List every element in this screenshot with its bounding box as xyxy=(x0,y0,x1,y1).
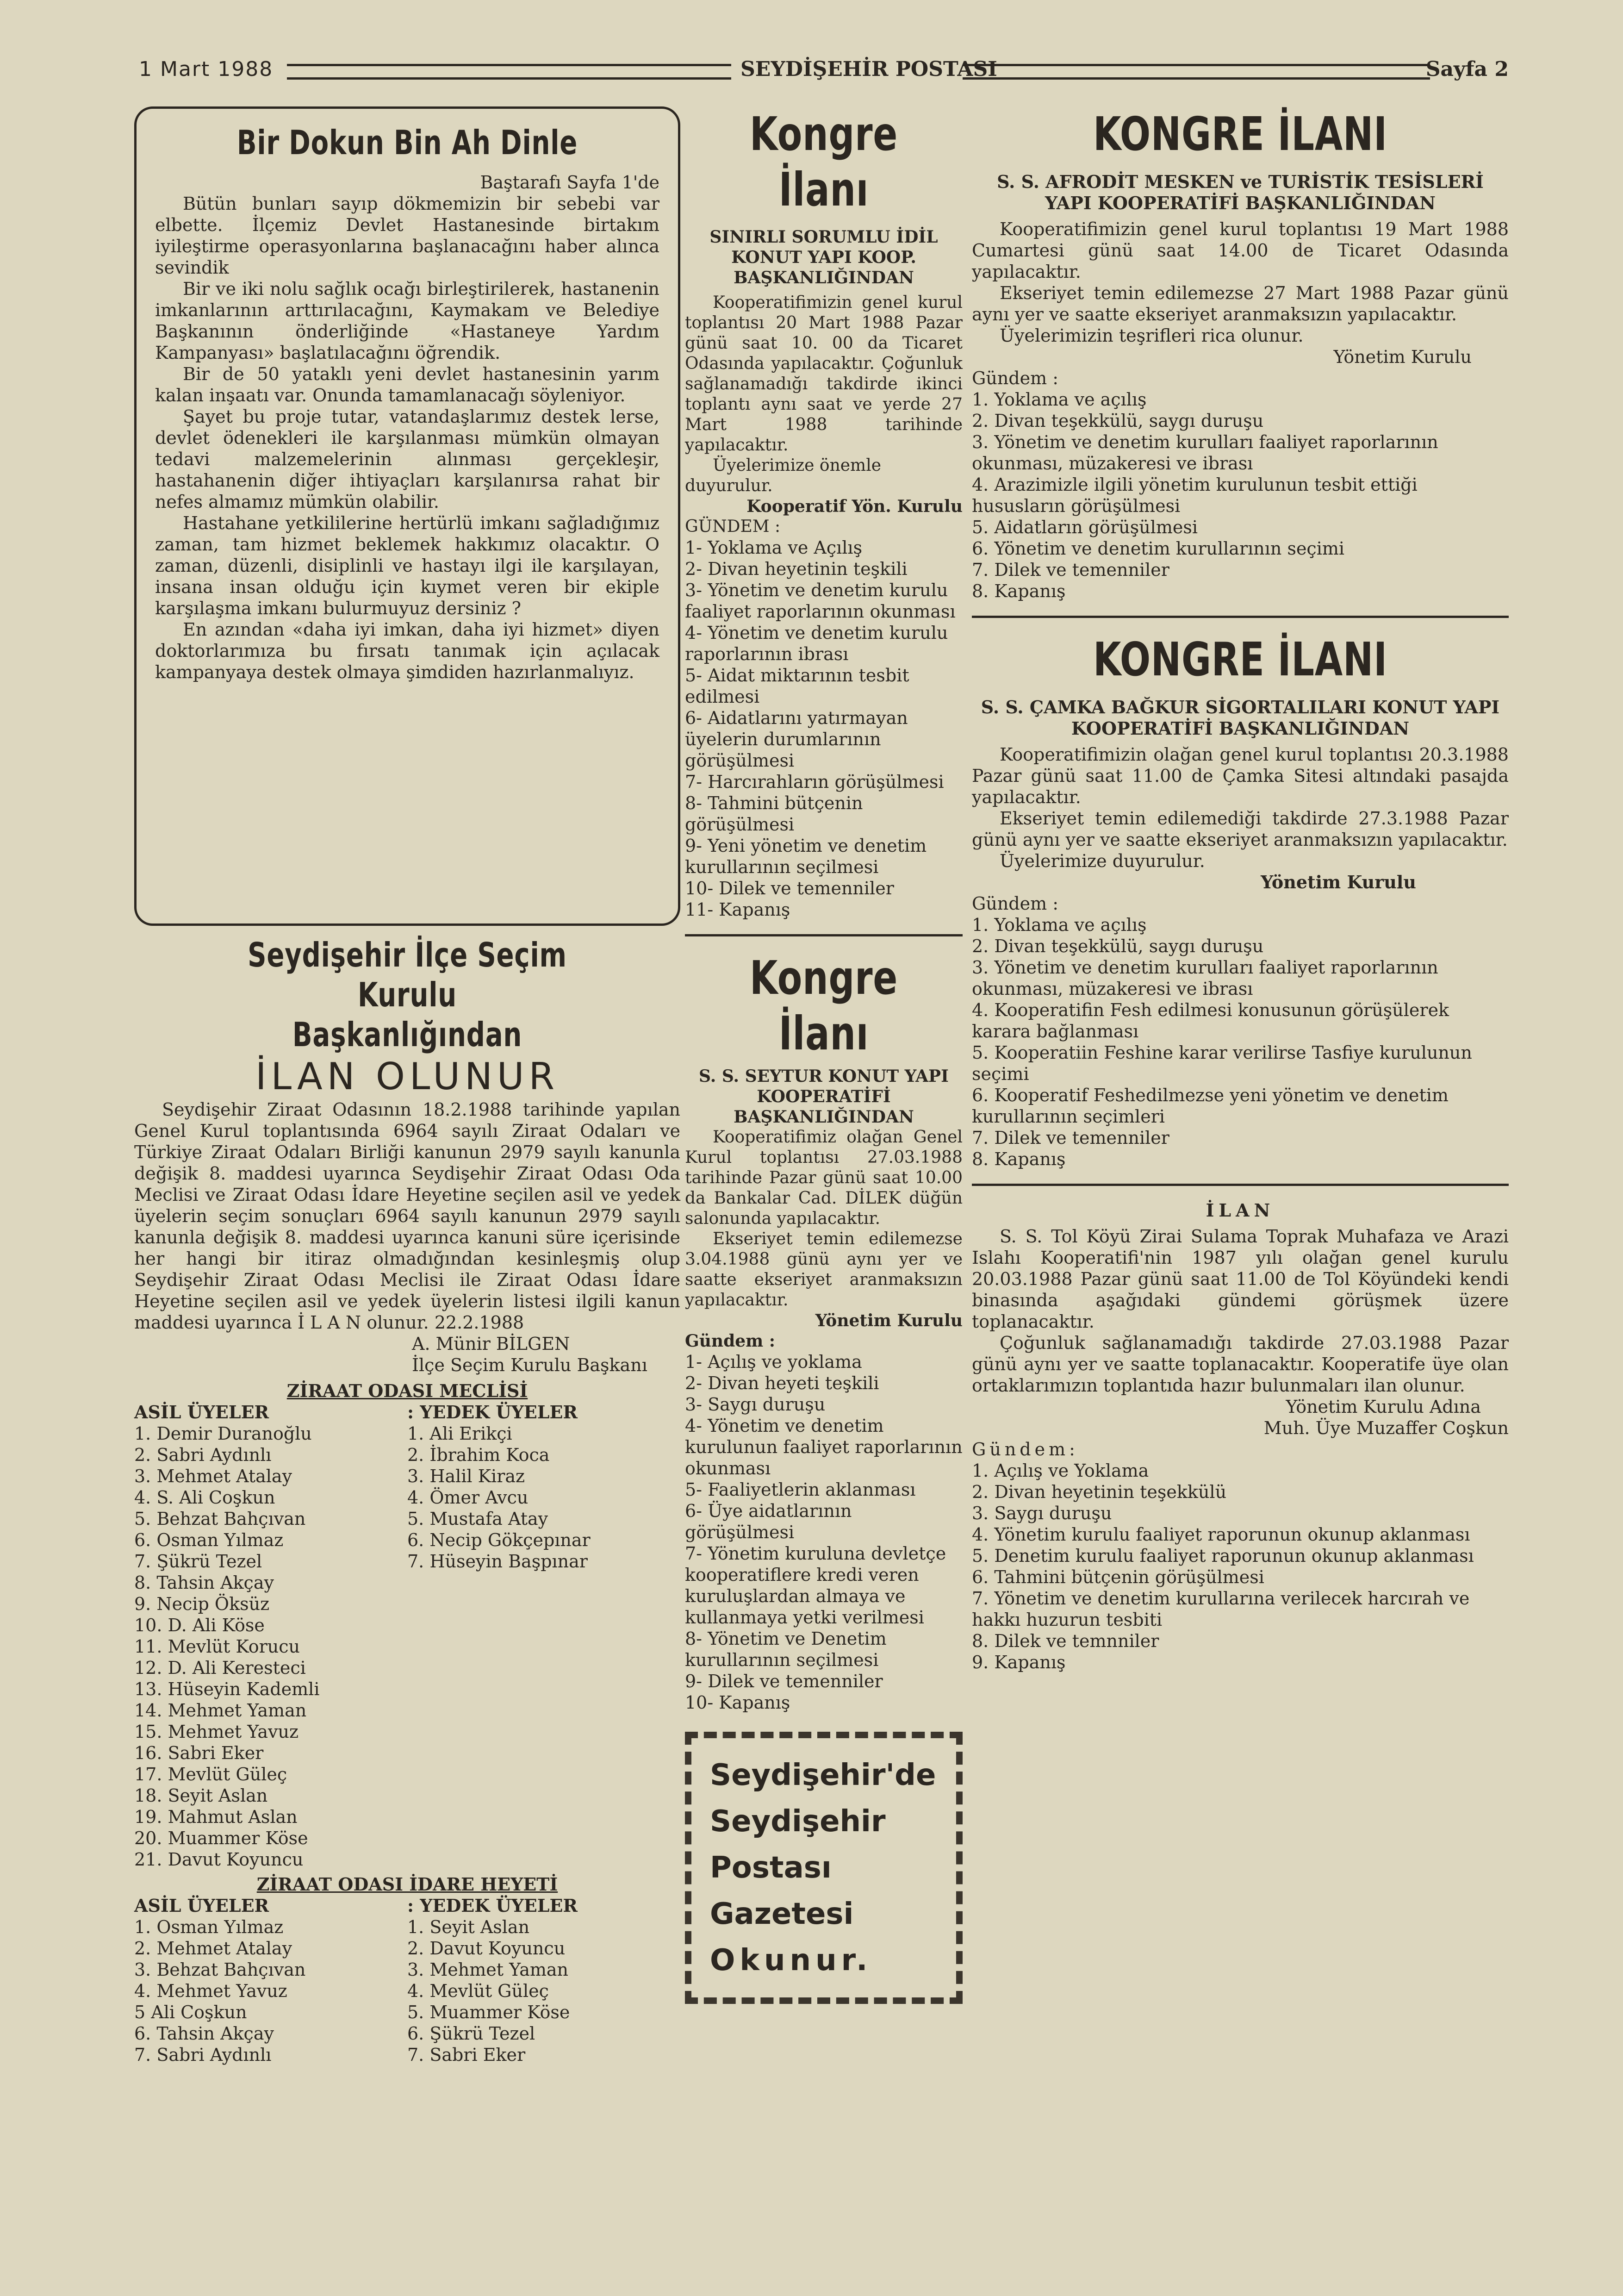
list-item: 4. S. Ali Coşkun xyxy=(134,1487,275,1508)
list-item: 4. Mehmet Yavuz xyxy=(134,1981,287,2001)
list-item: 6. Osman Yılmaz xyxy=(134,1530,284,1550)
editorial-paragraph: En azından «daha iyi imkan, daha iyi hizmet» diyen doktorlarımıza bu fırsatı tanımak için açılacak kampanyaya destek olmaya şimdiden hazırlanmalıyız. xyxy=(155,619,659,682)
notice-note: Üyelerimize önemle duyurulur. xyxy=(685,456,882,495)
list-item: 2. İbrahim Koca xyxy=(407,1445,550,1465)
list-item: 11. Mevlüt Korucu xyxy=(134,1636,300,1657)
editorial-continued: Baştarafı Sayfa 1'de xyxy=(480,172,659,193)
newspaper-promo-box xyxy=(685,1732,963,2004)
list-item: 6. Yönetim ve denetim kurullarının seçimi xyxy=(972,538,1345,559)
list-item: 6- Üye aidatlarının görüşülmesi xyxy=(685,1501,852,1542)
notice-org: SINIRLI SORUMLU İDİL KONUT YAPI KOOP. BAŞKANLIĞINDAN xyxy=(709,227,938,287)
board-members-head xyxy=(134,1895,680,1916)
notice-body: Kooperatifimiz olağan Genel Kurul toplantısı 27.03.1988 tarihinde Pazar günü saat 10.00 da Bankalar Cad. DİLEK düğün salonunda yapılacaktır. xyxy=(685,1128,963,1228)
list-item: 1- Açılış ve yoklama xyxy=(685,1352,862,1372)
list-item: 15. Mehmet Yavuz xyxy=(134,1722,299,1742)
notice-signer: Yönetim Kurulu xyxy=(815,1311,963,1330)
list-item: 2. Sabri Aydınlı xyxy=(134,1445,272,1465)
list-item: 10- Dilek ve temenniler xyxy=(685,878,894,898)
list-item: 1. Ali Erikçi xyxy=(407,1423,512,1444)
left-column xyxy=(134,106,680,2065)
notice-signer: Yönetim Kurulu xyxy=(1333,347,1472,367)
editorial-paragraph: Bütün bunları sayıp dökmemizin bir sebebi var elbette. İlçemiz Devlet Hastanesinde birtakım iyileştirme operasyonlarına başlanacağını haber alınca sevindik xyxy=(155,193,659,278)
list-item: 2. Divan teşekkülü, saygı duruşu xyxy=(972,936,1264,956)
list-item: 6. Tahmini bütçenin görüşülmesi xyxy=(972,1567,1264,1587)
board-asil-list xyxy=(134,1916,407,2065)
list-item: 2. Divan heyetinin teşekkülü xyxy=(972,1482,1227,1502)
editorial-paragraph: Bir ve iki nolu sağlık ocağı birleştirilerek, hastanenin imkanlarının arttırılacağını, Kaymakam ve Belediye Başkanının önderliğinde «Hastaneye Yardım Kampanyası» başlatılacağını öğrendik. xyxy=(155,279,659,363)
list-item: 7. Dilek ve temenniler xyxy=(972,560,1169,580)
list-item: 4. Kooperatifin Fesh edilmesi konusunun görüşülerek karara bağlanması xyxy=(972,1000,1449,1042)
newspaper-name: SEYDİŞEHİR POSTASI xyxy=(740,57,997,81)
list-item: 5- Aidat miktarının tesbit edilmesi xyxy=(685,665,909,707)
list-item: 16. Sabri Eker xyxy=(134,1743,264,1763)
election-signer: A. Münir BİLGEN xyxy=(412,1334,570,1354)
notice-signer: Kooperatif Yön. Kurulu xyxy=(746,497,963,516)
notice-signer: Yönetim Kurulu Adına xyxy=(1286,1397,1481,1417)
editorial-paragraph: Hastahane yetkililerine hertürlü imkanı sağladığımız zaman, tam hizmet beklemek hakkımız olacaktır. O zaman, düzenli, disiplinli ve hastayı ilgi ile karşılayan, insana insan olduğu için kıymet veren bir ekiple karşılaşma imkanı bulurmuyuz dersiniz ? xyxy=(155,513,659,618)
list-item: 3- Yönetim ve denetim kurulu faaliyet raporlarının okunması xyxy=(685,580,956,622)
list-item: 5 Ali Coşkun xyxy=(134,2002,247,2022)
notice-title: İLAN xyxy=(1206,1200,1275,1221)
promo-line-last: Okunur. xyxy=(710,1943,872,1978)
list-item: 13. Hüseyin Kademli xyxy=(134,1679,320,1699)
list-item: 8- Tahmini bütçenin görüşülmesi xyxy=(685,793,863,835)
list-item: 4- Yönetim ve denetim kurulunun faaliyet raporlarının okunması xyxy=(685,1416,963,1479)
list-item: 18. Seyit Aslan xyxy=(134,1785,268,1806)
promo-line: Seydişehir'de xyxy=(710,1758,936,1792)
section-divider xyxy=(972,616,1509,618)
notice-org: S. S. ÇAMKA BAĞKUR SİGORTALILARI KONUT YAPI KOOPERATİFİ BAŞKANLIĞINDAN xyxy=(981,697,1500,739)
list-item: 3. Mehmet Yaman xyxy=(407,1959,569,1980)
council-yedek-list xyxy=(407,1423,680,1870)
notice-body-2: Çoğunluk sağlanamadığı takdirde 27.03.1988 Pazar günü aynı yer ve saatte toplanacaktır. Kooperatife üye olan ortaklarımızın toplantıda hazır bulunmaları ilan olunur. xyxy=(972,1333,1509,1396)
list-item: 20. Muammer Köse xyxy=(134,1828,308,1848)
section-divider xyxy=(685,934,963,936)
election-title-3: İLAN OLUNUR xyxy=(255,1055,560,1098)
list-item: 10- Kapanış xyxy=(685,1692,790,1713)
list-item: 9. Kapanış xyxy=(972,1652,1066,1672)
list-item: 7. Dilek ve temenniler xyxy=(972,1128,1169,1148)
council-members xyxy=(134,1423,680,1870)
agenda-list xyxy=(972,389,1509,602)
election-title-1: Seydişehir İlçe Seçim Kurulu xyxy=(248,936,567,1014)
notice-body-3: Üyelerimizin teşrifleri rica olunur. xyxy=(1000,325,1304,346)
list-item: 8- Yönetim ve Denetim kurullarının seçilmesi xyxy=(685,1628,887,1670)
agenda-list xyxy=(972,1460,1509,1673)
yedek-label: : YEDEK ÜYELER xyxy=(407,1895,578,1916)
notice-org: S. S. SEYTUR KONUT YAPI KOOPERATİFİ BAŞKANLIĞINDAN xyxy=(699,1067,949,1127)
list-item: 2. Mehmet Atalay xyxy=(134,1938,292,1959)
list-item: 9. Necip Öksüz xyxy=(134,1594,270,1614)
agenda-list xyxy=(685,1351,963,1713)
list-item: 7- Yönetim kuruluna devletçe kooperatiflere kredi veren kuruluşlardan almaya ve kullanmaya yetki verilmesi xyxy=(685,1543,946,1628)
list-item: 1- Yoklama ve Açılış xyxy=(685,537,863,558)
list-item: 2. Divan teşekkülü, saygı duruşu xyxy=(972,411,1264,431)
agenda-label: Gündem : xyxy=(972,368,1059,388)
editorial-paragraph: Bir de 50 yataklı yeni devlet hastanesinin yarım kalan inşaatı var. Onunda tamamlanacağı söyleniyor. xyxy=(155,364,659,406)
list-item: 10. D. Ali Köse xyxy=(134,1615,265,1635)
list-item: 5. Behzat Bahçıvan xyxy=(134,1509,306,1529)
list-item: 2- Divan heyetinin teşkili xyxy=(685,559,908,579)
header-rule-left xyxy=(287,64,731,80)
agenda-list xyxy=(685,537,963,920)
header-rule-right xyxy=(963,64,1430,80)
list-item: 5. Kooperatiin Feshine karar verilirse Tasfiye kurulunun seçimi xyxy=(972,1042,1472,1084)
election-body: Seydişehir Ziraat Odasının 18.2.1988 tarihinde yapılan Genel Kurul toplantısında 6964 sayılı Ziraat Odaları ve Türkiye Ziraat Odaları Birliği kanunun 2979 sayılı kanunla değişik 8. maddesi uyarınca Seydişehir Ziraat Odası Oda Meclisi ve Ziraat Odası İdare Heyetine seçilen asil ve yedek üyelerin seçim sonuçları 6964 sayılı kanunun 2979 sayılı kanunla değişik 8. maddesi uyarınca kanuni süre içerisinde her hangi bir itiraz olmadığından kesinleşmiş olup Seydişehir Ziraat Odası Meclisi ile Ziraat Odası İdare Heyetine seçilen asil ve yedek üyelerin listesi ilgili kanun maddesi uyarınca İ L A N olunur. 22.2.1988 xyxy=(134,1099,680,1333)
editorial-title: Bir Dokun Bin Ah Dinle xyxy=(236,123,578,162)
list-item: 3- Saygı duruşu xyxy=(685,1394,826,1415)
list-item: 17. Mevlüt Güleç xyxy=(134,1764,287,1784)
list-item: 5. Aidatların görüşülmesi xyxy=(972,517,1198,537)
list-item: 3. Saygı duruşu xyxy=(972,1503,1112,1523)
list-item: 9- Yeni yönetim ve denetim kurullarının seçilmesi xyxy=(685,836,927,877)
middle-column xyxy=(685,106,963,2004)
page-header xyxy=(139,56,1509,83)
list-item: 21. Davut Koyuncu xyxy=(134,1849,304,1870)
list-item: 5. Muammer Köse xyxy=(407,2002,570,2022)
notice-signer: Yönetim Kurulu xyxy=(1261,872,1416,892)
notice-body-3: Üyelerimize duyurulur. xyxy=(1000,851,1205,871)
agenda-label: Gündem : xyxy=(972,893,1059,914)
agenda-label: Gündem : xyxy=(685,1331,776,1351)
promo-line: Postası xyxy=(710,1851,832,1885)
list-item: 4. Arazimizle ilgili yönetim kurulunun tesbit ettiği hususların görüşülmesi xyxy=(972,474,1418,516)
promo-line: Gazetesi xyxy=(710,1897,854,1931)
list-item: 8. Dilek ve temnniler xyxy=(972,1631,1159,1651)
list-item: 4- Yönetim ve denetim kurulu raporlarının ibrası xyxy=(685,623,948,664)
agenda-label: GÜNDEM : xyxy=(685,517,781,536)
right-column xyxy=(972,106,1509,1673)
page-number: Sayfa 2 xyxy=(1425,57,1509,81)
list-item: 1. Yoklama ve açılış xyxy=(972,915,1147,935)
notice-title: Kongre İlanı xyxy=(749,107,898,217)
list-item: 7. Hüseyin Başpınar xyxy=(407,1551,588,1572)
list-item: 1. Osman Yılmaz xyxy=(134,1917,284,1937)
list-item: 6. Necip Gökçepınar xyxy=(407,1530,591,1550)
list-item: 1. Seyit Aslan xyxy=(407,1917,530,1937)
asil-label: ASİL ÜYELER xyxy=(134,1895,269,1916)
list-item: 7. Şükrü Tezel xyxy=(134,1551,262,1572)
tol-notice xyxy=(972,1200,1509,1673)
list-item: 3. Yönetim ve denetim kurulları faaliyet raporlarının okunması, müzakeresi ve ibrası xyxy=(972,957,1438,999)
notice-title: KONGRE İLANI xyxy=(1093,107,1387,161)
list-item: 6- Aidatlarını yatırmayan üyelerin durumlarının görüşülmesi xyxy=(685,708,908,771)
board-members xyxy=(134,1916,680,2065)
yedek-label: : YEDEK ÜYELER xyxy=(407,1402,578,1423)
notice-body: Kooperatifimizin genel kurul toplantısı 20 Mart 1988 Pazar günü saat 10. 00 da Ticaret Odasında yapılacaktır. Çoğunluk sağlanamadığı takdirde ikinci toplantı aynı saat ve yerde 27 Mart 1988 tarihinde yapılacaktır. xyxy=(685,293,963,455)
list-item: 8. Tahsin Akçay xyxy=(134,1572,274,1593)
camka-notice xyxy=(972,632,1509,1170)
notice-title: Kongre İlanı xyxy=(749,951,898,1061)
list-item: 5- Faaliyetlerin aklanması xyxy=(685,1479,916,1500)
list-item: 3. Halil Kiraz xyxy=(407,1466,525,1486)
list-item: 7. Sabri Eker xyxy=(407,2045,526,2065)
list-item: 7. Sabri Aydınlı xyxy=(134,2045,272,2065)
list-item: 5. Denetim kurulu faaliyet raporunun okunup aklanması xyxy=(972,1546,1474,1566)
agenda-label: Gündem: xyxy=(972,1439,1079,1460)
notice-body-2: Ekseriyet temin edilemezse 3.04.1988 günü aynı yer ve saatte ekseriyet aranmaksızın yapılacaktır. xyxy=(685,1229,963,1310)
notice-body: S. S. Tol Köyü Zirai Sulama Toprak Muhafaza ve Arazi Islahı Kooperatifi'nin 1987 yılı olağan genel kurulu 20.03.1988 Pazar günü saat 11.00 de Tol Köyündeki kendi binasında aşağıdaki gündemi görüşmek üzere toplanacaktır. xyxy=(972,1226,1509,1332)
agenda-list xyxy=(972,914,1509,1170)
editorial-paragraph: Şayet bu proje tutar, vatandaşlarımız destek lerse, devlet ödenekleri ile karşılanması mümkün olmayan tedavi malzemelerinin alınması gerçekleşir, hastahanenin diğer ihtiyaçları karşılanırsa rahat bir nefes almamız mümkün olabilir. xyxy=(155,406,659,512)
council-asil-list xyxy=(134,1423,407,1870)
board-title: ZİRAAT ODASI İDARE HEYETİ xyxy=(256,1874,558,1895)
list-item: 1. Açılış ve Yoklama xyxy=(972,1460,1149,1481)
list-item: 8. Kapanış xyxy=(972,1149,1066,1169)
board-yedek-list xyxy=(407,1916,680,2065)
issue-date: 1 Mart 1988 xyxy=(139,57,274,81)
council-members-head xyxy=(134,1402,680,1423)
list-item: 6. Tahsin Akçay xyxy=(134,2023,274,2044)
list-item: 1. Yoklama ve açılış xyxy=(972,389,1147,410)
list-item: 14. Mehmet Yaman xyxy=(134,1700,307,1721)
section-divider xyxy=(972,1184,1509,1186)
council-title: ZİRAAT ODASI MECLİSİ xyxy=(286,1380,528,1401)
editorial-box xyxy=(134,106,680,926)
promo-line: Seydişehir xyxy=(710,1804,886,1839)
notice-body: Kooperatifimizin genel kurul toplantısı 19 Mart 1988 Cumartesi günü saat 14.00 de Ticaret Odasında yapılacaktır. xyxy=(972,219,1509,282)
notice-body-2: Ekseriyet temin edilemediği takdirde 27.3.1988 Pazar günü aynı yer ve saatte ekseriyet aranmaksızın yapılacaktır. xyxy=(972,808,1509,850)
list-item: 4. Mevlüt Güleç xyxy=(407,1981,549,2001)
idil-notice xyxy=(685,106,963,920)
list-item: 1. Demir Duranoğlu xyxy=(134,1423,312,1444)
notice-title: KONGRE İLANI xyxy=(1093,632,1387,686)
notice-body-2: Ekseriyet temin edilemezse 27 Mart 1988 Pazar günü aynı yer ve saatte ekseriyet aranmaksızın yapılacaktır. xyxy=(972,283,1509,324)
list-item: 9- Dilek ve temenniler xyxy=(685,1671,883,1691)
afrodit-notice xyxy=(972,106,1509,602)
list-item: 7- Harcırahların görüşülmesi xyxy=(685,772,944,792)
notice-org: S. S. AFRODİT MESKEN ve TURİSTİK TESİSLERİ YAPI KOOPERATİFİ BAŞKANLIĞINDAN xyxy=(997,171,1484,213)
seytur-notice xyxy=(685,950,963,1713)
list-item: 4. Ömer Avcu xyxy=(407,1487,529,1508)
list-item: 2- Divan heyeti teşkili xyxy=(685,1373,879,1393)
list-item: 11- Kapanış xyxy=(685,899,790,920)
notice-signer-2: Muh. Üye Muzaffer Coşkun xyxy=(1263,1418,1509,1438)
notice-body: Kooperatifimizin olağan genel kurul toplantısı 20.3.1988 Pazar günü saat 11.00 de Çamka Sitesi altındaki pasajda yapılacaktır. xyxy=(972,744,1509,807)
list-item: 3. Yönetim ve denetim kurulları faaliyet raporlarının okunması, müzakeresi ve ibrası xyxy=(972,432,1438,474)
list-item: 2. Davut Koyuncu xyxy=(407,1938,566,1959)
election-signer-title: İlçe Seçim Kurulu Başkanı xyxy=(412,1355,647,1375)
list-item: 4. Yönetim kurulu faaliyet raporunun okunup aklanması xyxy=(972,1524,1470,1545)
list-item: 6. Kooperatif Feshedilmezse yeni yönetim ve denetim kurullarının seçimleri xyxy=(972,1085,1449,1127)
election-title-2: Başkanlığından xyxy=(292,1015,522,1054)
list-item: 6. Şükrü Tezel xyxy=(407,2023,535,2044)
asil-label: ASİL ÜYELER xyxy=(134,1402,269,1423)
election-notice xyxy=(134,935,680,2065)
list-item: 7. Yönetim ve denetim kurullarına verilecek harcırah ve hakkı huzurun tesbiti xyxy=(972,1588,1470,1630)
list-item: 19. Mahmut Aslan xyxy=(134,1807,298,1827)
list-item: 5. Mustafa Atay xyxy=(407,1509,548,1529)
list-item: 12. D. Ali Keresteci xyxy=(134,1658,306,1678)
list-item: 8. Kapanış xyxy=(972,581,1066,601)
list-item: 3. Behzat Bahçıvan xyxy=(134,1959,306,1980)
list-item: 3. Mehmet Atalay xyxy=(134,1466,292,1486)
